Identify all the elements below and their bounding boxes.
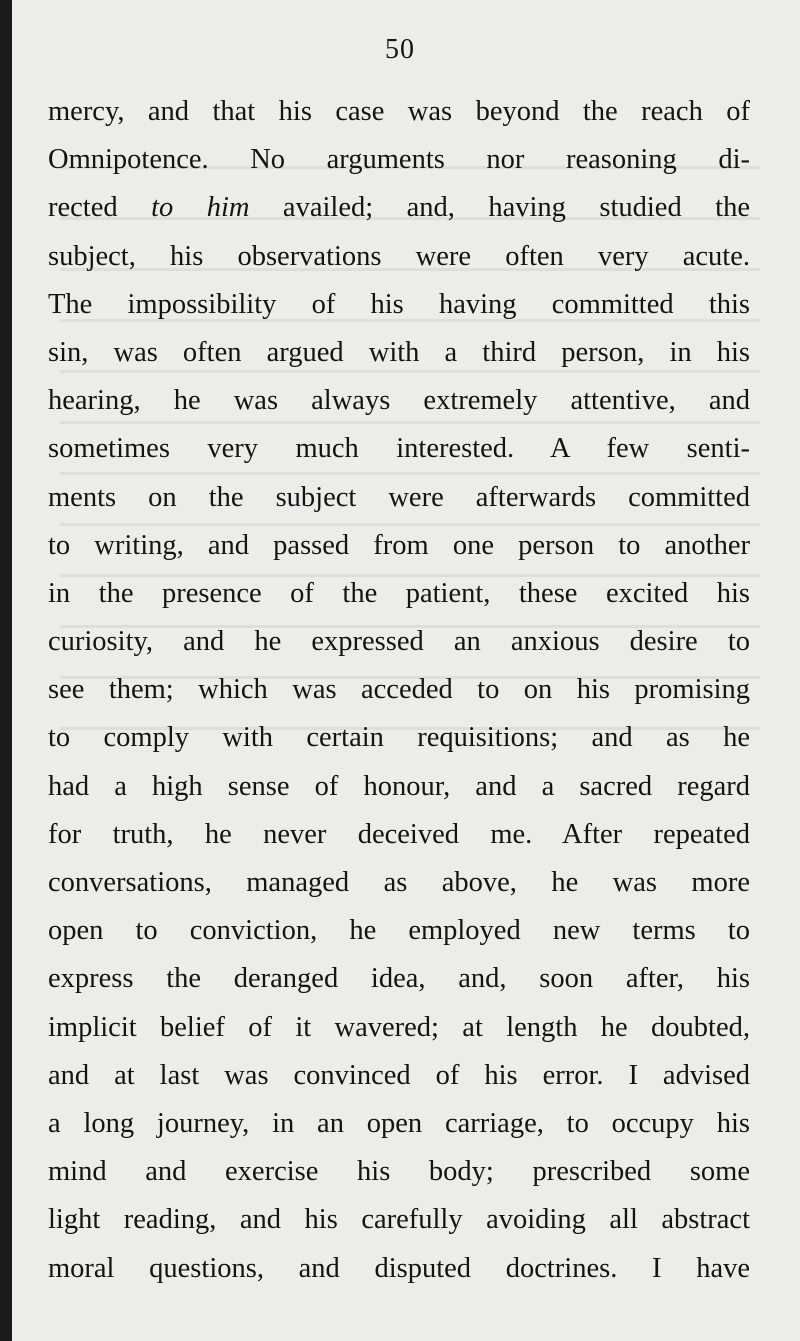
text-line: express the deranged idea, and, soon after, his <box>48 963 750 995</box>
text-line: moral questions, and disputed doctrines. I have <box>48 1252 750 1284</box>
text-line: had a high sense of honour, and a sacred regard <box>48 770 750 802</box>
text-line: open to conviction, he employed new terms to <box>48 915 750 947</box>
scan-edge-shadow <box>0 0 12 1341</box>
text-line: a long journey, in an open carriage, to occupy his <box>48 1107 750 1139</box>
text-line: see them; which was acceded to on his promising <box>48 674 750 706</box>
text-line: sometimes very much interested. A few senti- <box>48 433 750 465</box>
text-line: ments on the subject were afterwards committed <box>48 481 750 513</box>
body-text <box>48 88 750 1293</box>
text-line: conversations, managed as above, he was more <box>48 867 750 898</box>
text-line: and at last was convinced of his error. I advised <box>48 1059 750 1091</box>
page-number: 50 <box>385 34 415 65</box>
text-line: subject, his observations were often very acute. <box>48 240 750 272</box>
text-line: Omnipotence. No arguments nor reasoning di- <box>48 144 750 176</box>
text-line: mind and exercise his body; prescribed some <box>48 1156 750 1188</box>
text-line: to writing, and passed from one person to another <box>48 529 750 561</box>
text-line: for truth, he never deceived me. After repeated <box>48 818 750 850</box>
text-line: rected to him availed; and, having studied the <box>48 192 750 224</box>
text-line: The impossibility of his having committed this <box>48 288 750 320</box>
italic-phrase: to him <box>151 192 250 224</box>
text-line: hearing, he was always extremely attentive, and <box>48 385 750 417</box>
text-line: mercy, and that his case was beyond the reach of <box>48 96 750 127</box>
text-line: to comply with certain requisitions; and as he <box>48 722 750 754</box>
text-line: implicit belief of it wavered; at length he doubted, <box>48 1011 750 1043</box>
text-line: light reading, and his carefully avoiding all abstract <box>48 1204 750 1236</box>
text-line: curiosity, and he expressed an anxious desire to <box>48 626 750 658</box>
text-line: in the presence of the patient, these excited his <box>48 577 750 609</box>
text-line: sin, was often argued with a third person, in his <box>48 336 750 368</box>
